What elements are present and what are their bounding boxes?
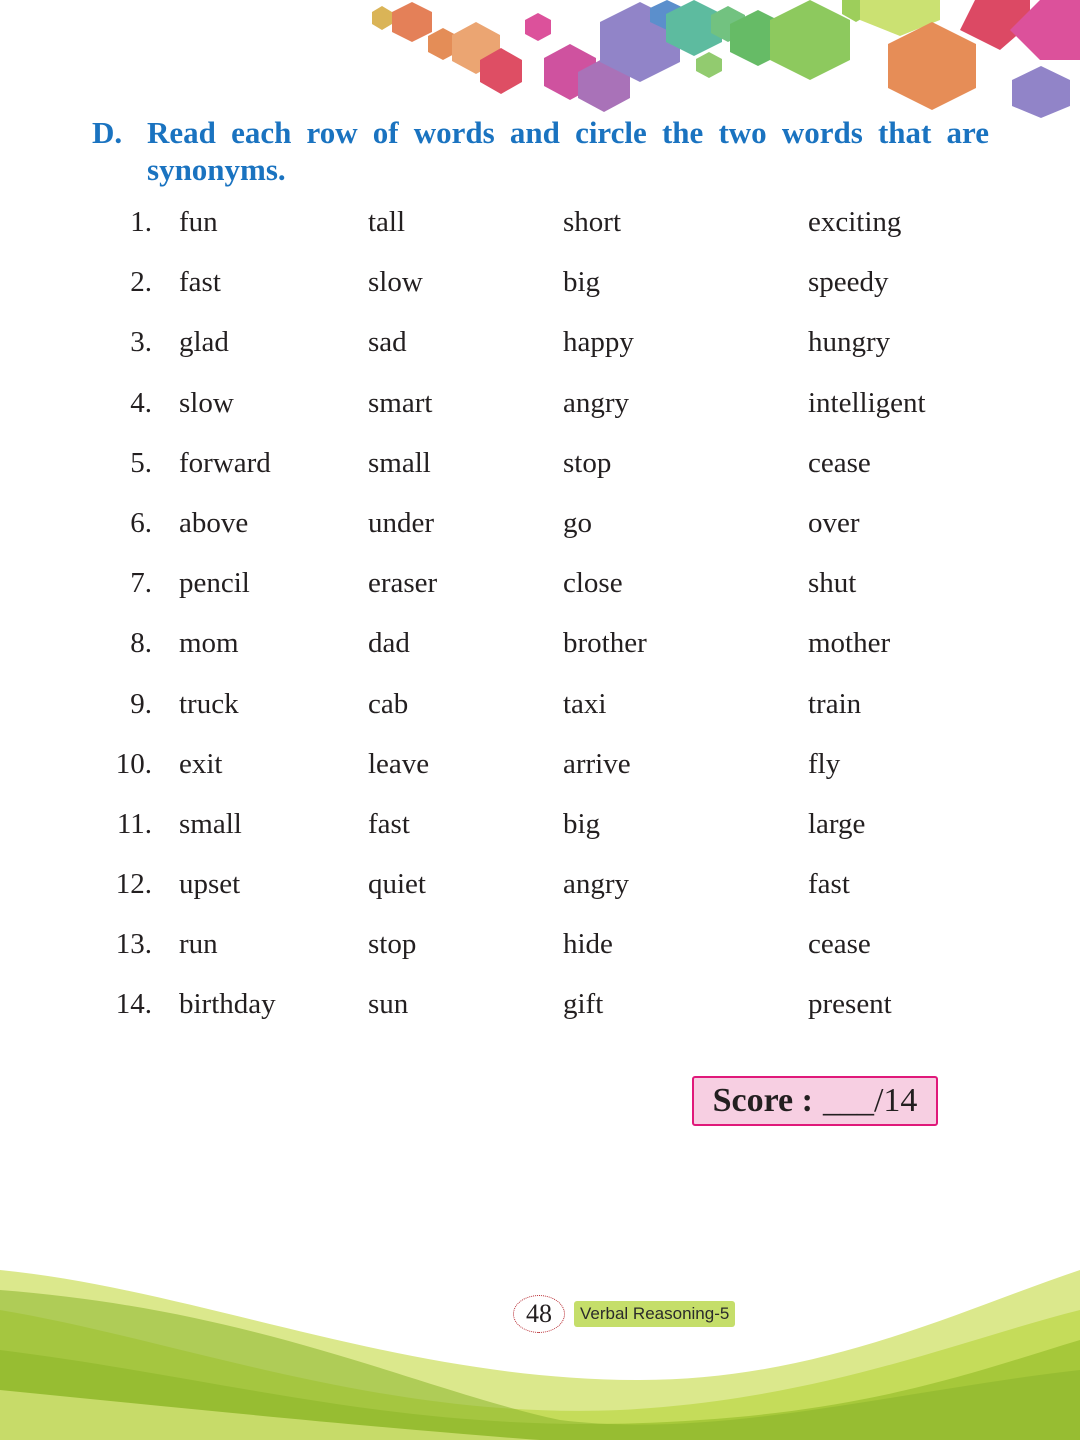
word-row bbox=[0, 318, 1080, 378]
word-row bbox=[0, 980, 1080, 1040]
word-option[interactable]: truck bbox=[179, 687, 239, 720]
word-option[interactable]: hide bbox=[563, 928, 613, 961]
word-option[interactable]: smart bbox=[368, 386, 433, 419]
word-option[interactable]: sad bbox=[368, 326, 407, 359]
hexagon-shape bbox=[525, 13, 551, 41]
row-number: 10. bbox=[115, 747, 152, 780]
word-option[interactable]: fast bbox=[808, 868, 850, 901]
word-option[interactable]: exciting bbox=[808, 206, 902, 238]
row-number: 6. bbox=[130, 506, 152, 539]
word-option[interactable]: intelligent bbox=[808, 386, 926, 419]
row-number: 2. bbox=[130, 266, 152, 299]
page-number: 48 bbox=[513, 1295, 565, 1333]
word-option[interactable]: slow bbox=[179, 386, 234, 419]
word-option[interactable]: angry bbox=[563, 386, 630, 419]
word-option[interactable]: close bbox=[563, 567, 623, 600]
word-option[interactable]: big bbox=[563, 266, 601, 299]
word-option[interactable]: big bbox=[563, 807, 601, 840]
row-number: 9. bbox=[130, 687, 152, 720]
word-option[interactable]: fast bbox=[179, 266, 221, 299]
exercise-letter: D. bbox=[92, 115, 123, 150]
word-option[interactable]: over bbox=[808, 506, 860, 539]
hexagon-shape bbox=[392, 2, 432, 42]
hexagon-shape bbox=[696, 52, 722, 78]
hexagon-shape bbox=[1012, 66, 1070, 118]
word-row bbox=[0, 258, 1080, 318]
word-option[interactable]: above bbox=[179, 506, 249, 539]
word-option[interactable]: pencil bbox=[179, 567, 250, 600]
word-row bbox=[0, 439, 1080, 499]
word-option[interactable]: gift bbox=[563, 988, 604, 1021]
word-row bbox=[0, 680, 1080, 740]
word-option[interactable]: cease bbox=[808, 928, 871, 961]
word-option[interactable]: run bbox=[179, 928, 218, 961]
word-option[interactable]: mother bbox=[808, 627, 891, 660]
score-box bbox=[692, 1076, 938, 1126]
word-row bbox=[0, 198, 1080, 258]
word-option[interactable]: dad bbox=[368, 627, 410, 660]
word-option[interactable]: large bbox=[808, 807, 866, 840]
word-option[interactable]: tall bbox=[368, 206, 406, 238]
word-option[interactable]: upset bbox=[179, 868, 241, 901]
word-option[interactable]: small bbox=[179, 807, 242, 840]
row-number: 1. bbox=[130, 206, 152, 238]
word-row bbox=[0, 379, 1080, 439]
word-option[interactable]: glad bbox=[179, 326, 229, 359]
word-option[interactable]: quiet bbox=[368, 868, 426, 901]
row-number: 7. bbox=[130, 567, 152, 600]
word-option[interactable]: shut bbox=[808, 567, 857, 600]
word-option[interactable]: sun bbox=[368, 988, 409, 1021]
word-option[interactable]: stop bbox=[368, 928, 417, 961]
score-label: Score : bbox=[712, 1082, 813, 1119]
hexagon-shape bbox=[770, 0, 850, 80]
word-row bbox=[0, 740, 1080, 800]
word-row bbox=[0, 800, 1080, 860]
row-number: 14. bbox=[115, 988, 152, 1021]
row-number: 12. bbox=[115, 868, 152, 901]
word-option[interactable]: small bbox=[368, 446, 431, 479]
score-value[interactable]: ___/14 bbox=[822, 1082, 918, 1119]
word-option[interactable]: under bbox=[368, 506, 435, 539]
word-option[interactable]: forward bbox=[179, 446, 271, 479]
hexagon-shape bbox=[372, 6, 392, 30]
word-option[interactable]: fly bbox=[808, 747, 841, 780]
word-option[interactable]: brother bbox=[563, 627, 647, 660]
row-number: 8. bbox=[130, 627, 152, 660]
word-option[interactable]: mom bbox=[179, 627, 239, 660]
word-option[interactable]: angry bbox=[563, 868, 630, 901]
word-option[interactable]: taxi bbox=[563, 687, 607, 720]
word-row bbox=[0, 499, 1080, 559]
word-option[interactable]: cease bbox=[808, 446, 871, 479]
book-title-tag: Verbal Reasoning-5 bbox=[574, 1301, 735, 1327]
word-option[interactable]: short bbox=[563, 206, 621, 238]
word-row bbox=[0, 619, 1080, 679]
row-number: 13. bbox=[115, 928, 152, 961]
word-option[interactable]: happy bbox=[563, 326, 634, 359]
hexagon-decoration bbox=[0, 0, 1080, 130]
word-rows bbox=[0, 198, 1080, 1041]
word-option[interactable]: train bbox=[808, 687, 862, 720]
exercise-instruction: Read each row of words and circle the two words that are synonyms. bbox=[147, 115, 989, 187]
word-option[interactable]: present bbox=[808, 988, 892, 1021]
word-option[interactable]: slow bbox=[368, 266, 423, 299]
row-number: 4. bbox=[130, 386, 152, 419]
word-option[interactable]: fun bbox=[179, 206, 218, 238]
row-number: 3. bbox=[130, 326, 152, 359]
word-option[interactable]: stop bbox=[563, 446, 612, 479]
word-option[interactable]: arrive bbox=[563, 747, 631, 780]
word-option[interactable]: go bbox=[563, 506, 592, 539]
word-row bbox=[0, 920, 1080, 980]
word-option[interactable]: birthday bbox=[179, 988, 276, 1021]
word-option[interactable]: leave bbox=[368, 747, 430, 780]
row-number: 5. bbox=[130, 446, 152, 479]
word-option[interactable]: fast bbox=[368, 807, 410, 840]
word-row bbox=[0, 559, 1080, 619]
word-option[interactable]: exit bbox=[179, 747, 223, 780]
word-option[interactable]: cab bbox=[368, 687, 409, 720]
word-row bbox=[0, 860, 1080, 920]
row-number: 11. bbox=[116, 807, 152, 840]
word-option[interactable]: hungry bbox=[808, 326, 891, 359]
word-option[interactable]: speedy bbox=[808, 266, 889, 299]
word-option[interactable]: eraser bbox=[368, 567, 438, 600]
